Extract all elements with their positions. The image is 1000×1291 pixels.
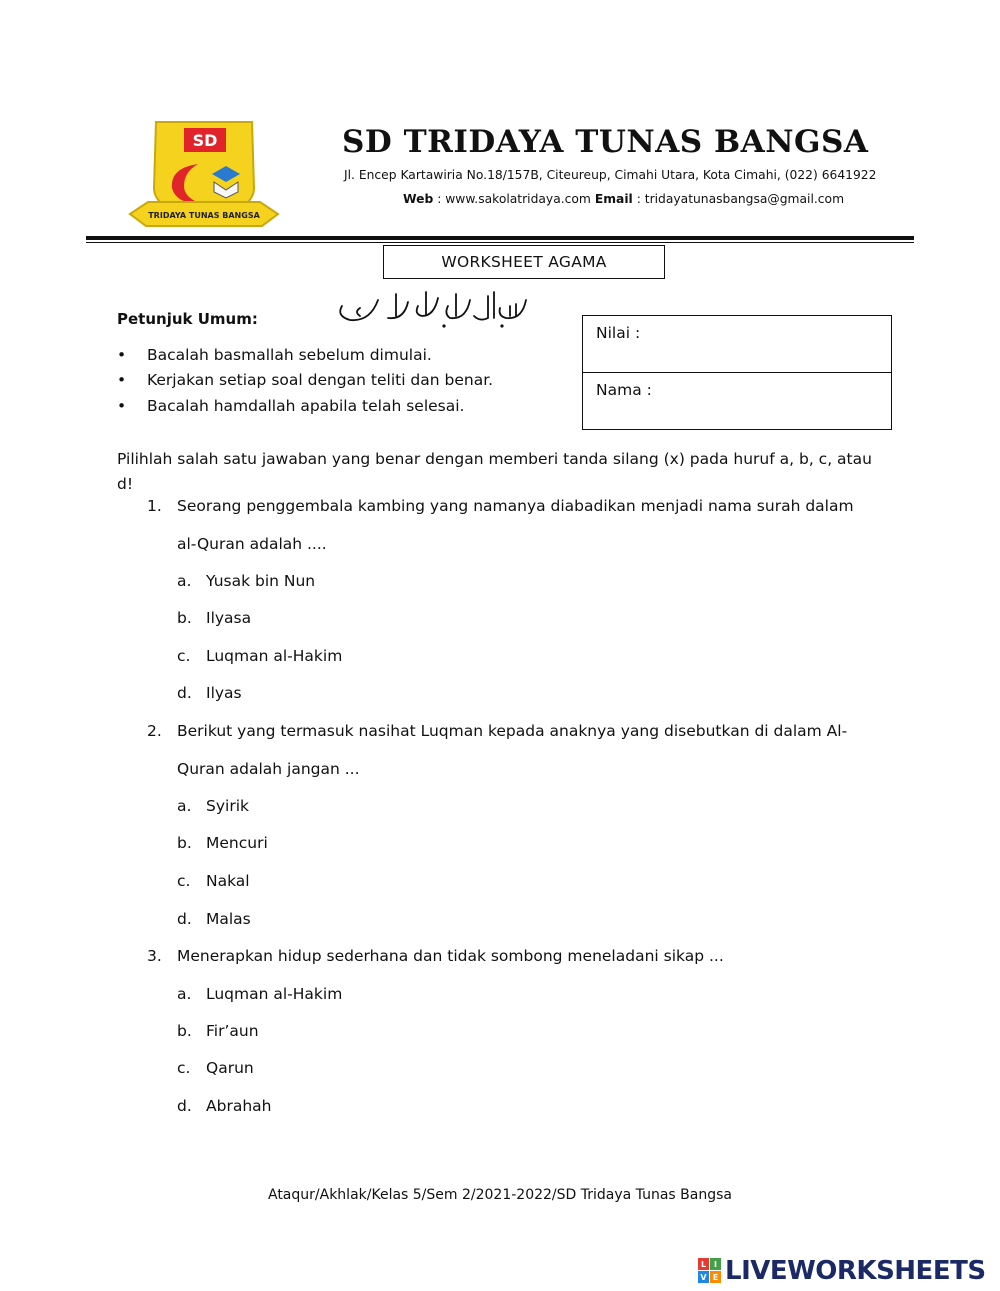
option-text[interactable]: Malas [206, 910, 251, 928]
email-label: Email [594, 192, 633, 206]
question-text-cont: Quran adalah jangan ... [177, 760, 360, 778]
petunjuk-title: Petunjuk Umum: [117, 310, 258, 328]
web-label: Web [403, 192, 434, 206]
liveworksheets-logo-icon [698, 1258, 722, 1284]
question-text: Seorang penggembala kambing yang namanya diabadikan menjadi nama surah dalam [177, 497, 854, 515]
instruction-text: Pilihlah salah satu jawaban yang benar dengan memberi tanda silang (x) pada huruf a, b, c, atau d! [117, 450, 872, 493]
option-text[interactable]: Luqman al-Hakim [206, 985, 343, 1003]
question-text-cont: al-Quran adalah .... [177, 535, 327, 553]
option-text[interactable]: Ilyasa [206, 609, 252, 627]
option-text[interactable]: Mencuri [206, 834, 268, 852]
email-value: : tridayatunasbangsa@gmail.com [632, 192, 845, 206]
bullet-icon: • [117, 346, 127, 364]
option-text[interactable]: Ilyas [206, 684, 242, 702]
option-letter[interactable]: b. [177, 609, 192, 627]
score-box [582, 315, 892, 430]
question-text: Berikut yang termasuk nasihat Luqman kepada anaknya yang disebutkan di dalam Al- [177, 722, 848, 740]
worksheet-title: WORKSHEET AGAMA [383, 245, 665, 279]
petunjuk-item: • Bacalah hamdallah apabila telah selesai. [117, 397, 465, 415]
svg-text:V: V [700, 1273, 707, 1282]
liveworksheets-wordmark: LIVEWORKSHEETS [725, 1256, 986, 1286]
page-footer: Ataqur/Akhlak/Kelas 5/Sem 2/2021-2022/SD Tridaya Tunas Bangsa [267, 1187, 732, 1203]
web-value: : www.sakolatridaya.com [433, 192, 595, 206]
basmalah-calligraphy [330, 286, 530, 332]
option-letter[interactable]: d. [177, 1097, 192, 1115]
petunjuk-item: • Kerjakan setiap soal dengan teliti dan benar. [117, 371, 494, 389]
question-number: 3. [147, 947, 162, 965]
option-text[interactable]: Luqman al-Hakim [206, 647, 343, 665]
option-text[interactable]: Nakal [206, 872, 250, 890]
option-letter[interactable]: a. [177, 985, 192, 1003]
question-text: Menerapkan hidup sederhana dan tidak sombong meneladani sikap ... [177, 947, 724, 965]
school-address: Jl. Encep Kartawiria No.18/157B, Citeureup, Cimahi Utara, Kota Cimahi, (022) 6641922 [344, 168, 877, 182]
option-letter[interactable]: c. [177, 1059, 191, 1077]
logo-ribbon-text: TRIDAYA TUNAS BANGSA [148, 211, 260, 220]
option-text[interactable]: Abrahah [206, 1097, 272, 1115]
question-number: 1. [147, 497, 162, 515]
question-number: 2. [147, 722, 162, 740]
option-letter[interactable]: c. [177, 647, 191, 665]
liveworksheets-brand[interactable] [698, 1256, 986, 1286]
school-logo [126, 118, 282, 240]
bullet-icon: • [117, 371, 127, 389]
option-letter[interactable]: d. [177, 684, 192, 702]
header-divider-thick [86, 236, 914, 240]
option-letter[interactable]: b. [177, 1022, 192, 1040]
school-name: SD TRIDAYA TUNAS BANGSA [342, 124, 869, 160]
svg-text:E: E [712, 1273, 719, 1282]
option-letter[interactable]: b. [177, 834, 192, 852]
option-text[interactable]: Fir’aun [206, 1022, 259, 1040]
header-divider-thin [86, 242, 914, 243]
logo-sd-text: SD [192, 131, 218, 150]
option-letter[interactable]: a. [177, 797, 192, 815]
school-contact [403, 192, 844, 206]
nilai-field[interactable]: Nilai : [583, 316, 891, 373]
option-letter[interactable]: d. [177, 910, 192, 928]
option-letter[interactable]: a. [177, 572, 192, 590]
bullet-icon: • [117, 397, 127, 415]
option-letter[interactable]: c. [177, 872, 191, 890]
svg-text:I: I [714, 1260, 717, 1269]
option-text[interactable]: Qarun [206, 1059, 254, 1077]
nama-field[interactable]: Nama : [596, 381, 652, 399]
option-text[interactable]: Yusak bin Nun [206, 572, 316, 590]
svg-text:L: L [700, 1260, 707, 1269]
option-text[interactable]: Syirik [206, 797, 249, 815]
petunjuk-item: • Bacalah basmallah sebelum dimulai. [117, 346, 432, 364]
